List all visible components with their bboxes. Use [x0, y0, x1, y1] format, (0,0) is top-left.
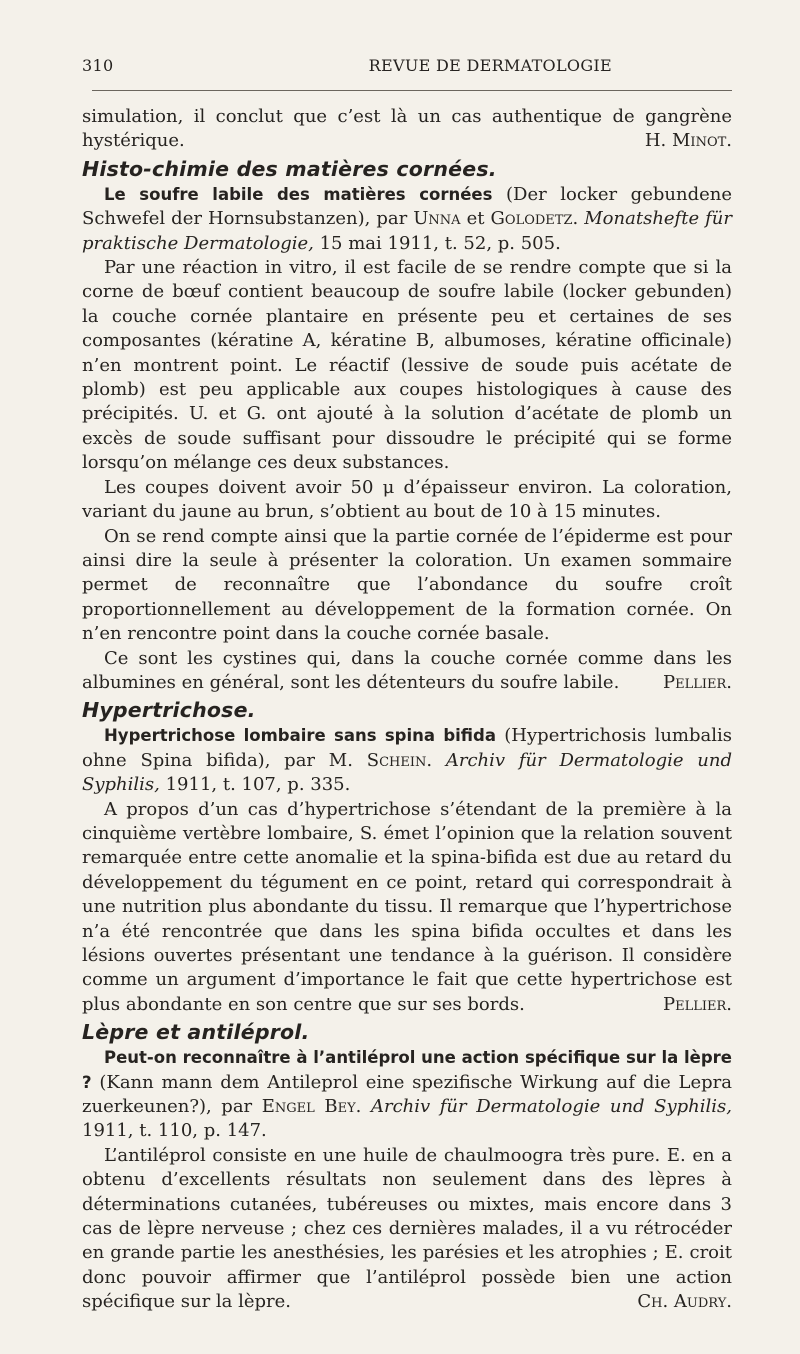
journal-name: Monatshefte für praktische Dermatologie, — [82, 208, 732, 254]
author-name: Schein — [366, 749, 427, 771]
running-title: REVUE DE DERMATOLOGIE — [368, 56, 612, 75]
reference-text: 1911, t. 110, p. 147. — [82, 1120, 267, 1142]
author-name: Engel Bey — [261, 1096, 356, 1118]
section-heading: Histo-chimie des matières cornées. — [82, 156, 497, 181]
body-paragraph — [82, 647, 732, 696]
body-paragraph: On se rend compte ainsi que la partie cornée de l’épiderme est pour ainsi dire la seule à présenter la coloration. Un examen sommaire permet de reconnaître que l’abondance du soufre croît proportionnellement au développement de la formation cornée. On n’en rencontre point dans la couche cornée basale. — [82, 525, 732, 645]
article-reference — [82, 724, 732, 797]
paragraph-text: A propos d’un cas d’hypertrichose s’étendant de la première à la cinquième vertèbre lombaire, S. émet l’opinion que la relation souvent remarquée entre cette anomalie et la spina-bifida est due au retard du développement du tégument en ce point, retard qui correspondrait à une nutrition plus abondante du tissu. Il remarque que l’hypertrichose n’a été rencontrée que dans les spina bifida occultes et dans les lésions ouvertes présentant une tendance à la guérison. Il considère comme un argument d’importance le fait que cette hypertrichose est plus abondante en son centre que sur ses bords. — [82, 798, 732, 1015]
reference-text: (Hypertrichosis lumbalis ohne Spina bifida), par M. — [82, 725, 733, 771]
running-header — [82, 56, 612, 75]
article-reference — [82, 1046, 732, 1144]
reference-text: (Der locker gebundene Schwefel der Hornsubstanzen), par — [82, 183, 732, 230]
reference-text: et — [460, 208, 491, 230]
reference-text: 15 mai 1911, t. 52, p. 505. — [313, 232, 561, 254]
author-name: Golodetz — [490, 208, 573, 230]
section-heading: Hypertrichose. — [82, 698, 256, 723]
paragraph-text: Ce sont les cystines qui, dans la couche cornée comme dans les albumines en général, sont les détenteurs du soufre labile. — [82, 647, 732, 693]
section-histochimie — [82, 156, 732, 696]
journal-name: Archiv für Dermatologie und Syphilis, — [370, 1096, 732, 1118]
body-paragraph: Les coupes doivent avoir 50 μ d’épaisseur environ. La coloration, variant du jaune au brun, s’obtient au bout de 10 à 15 minutes. — [82, 476, 732, 523]
page-number: 310 — [82, 56, 114, 75]
signature-minot: H. Minot. — [644, 130, 732, 152]
signature-pellier: Pellier. — [662, 993, 732, 1015]
fragment-text: simulation, il conclut que c’est là un cas authentique de gangrène hystérique. — [82, 106, 732, 152]
reference-text: . — [355, 1096, 371, 1118]
journal-name: Archiv für Dermatologie und Syphilis, — [82, 749, 733, 796]
reference-text: . — [426, 749, 446, 771]
reference-text: 1911, t. 107, p. 335. — [159, 774, 351, 796]
section-hypertrichose — [82, 697, 732, 1017]
reference-text: . — [572, 208, 585, 230]
author-name: Unna — [413, 208, 461, 230]
body-paragraph: Par une réaction in vitro, il est facile de se rendre compte que si la corne de bœuf contient beaucoup de soufre labile (locker gebunden) la couche cornée plantaire en présente peu et certaines de ses composantes (kératine A, kératine B, albumoses, kératine officinale) n’en montrent point. Le réactif (lessive de soude puis acétate de plomb) est peu applicable aux coupes histologiques à cause des précipités. U. et G. ont ajouté à la solution d’acétate de plomb un excès de soude suffisant pour dissoudre le précipité qui se forme lorsqu’on mélange ces deux substances. — [82, 257, 732, 474]
paragraph-text: L’antiléprol consiste en une huile de chaulmoogra très pure. E. en a obtenu d’excellents résultats non seulement dans des lèpres à déterminations cutanées, tubéreuses ou mixtes, mais encore dans 3 cas de lèpre nerveuse ; chez ces dernières malades, il a vu rétrocéder en grande partie les anesthésies, les parésies et les atrophies ; E. croit donc pouvoir affirmer que l’antiléprol possède bien une action spécifique sur la lèpre. — [82, 1144, 732, 1313]
reference-text: (Kann mann dem Antileprol eine spezifische Wirkung auf die Lepra zuerkeunen?), par — [82, 1071, 732, 1118]
continued-paragraph — [82, 105, 732, 154]
article-title: Peut-on reconnaître à l’antiléprol une action spécifique sur la lèpre ? — [82, 1048, 732, 1092]
signature-pellier: Pellier. — [662, 671, 732, 693]
section-heading: Lèpre et antiléprol. — [82, 1020, 310, 1045]
article-reference — [82, 183, 732, 256]
body-paragraph — [82, 798, 732, 1018]
signature-audry: Ch. Audry. — [637, 1291, 732, 1313]
section-lepre — [82, 1019, 732, 1314]
body-paragraph — [82, 1144, 732, 1315]
header-rule — [92, 90, 732, 91]
article-title: Hypertrichose lombaire sans spina bifida — [104, 726, 496, 746]
article-title: Le soufre labile des matières cornées — [104, 184, 493, 204]
